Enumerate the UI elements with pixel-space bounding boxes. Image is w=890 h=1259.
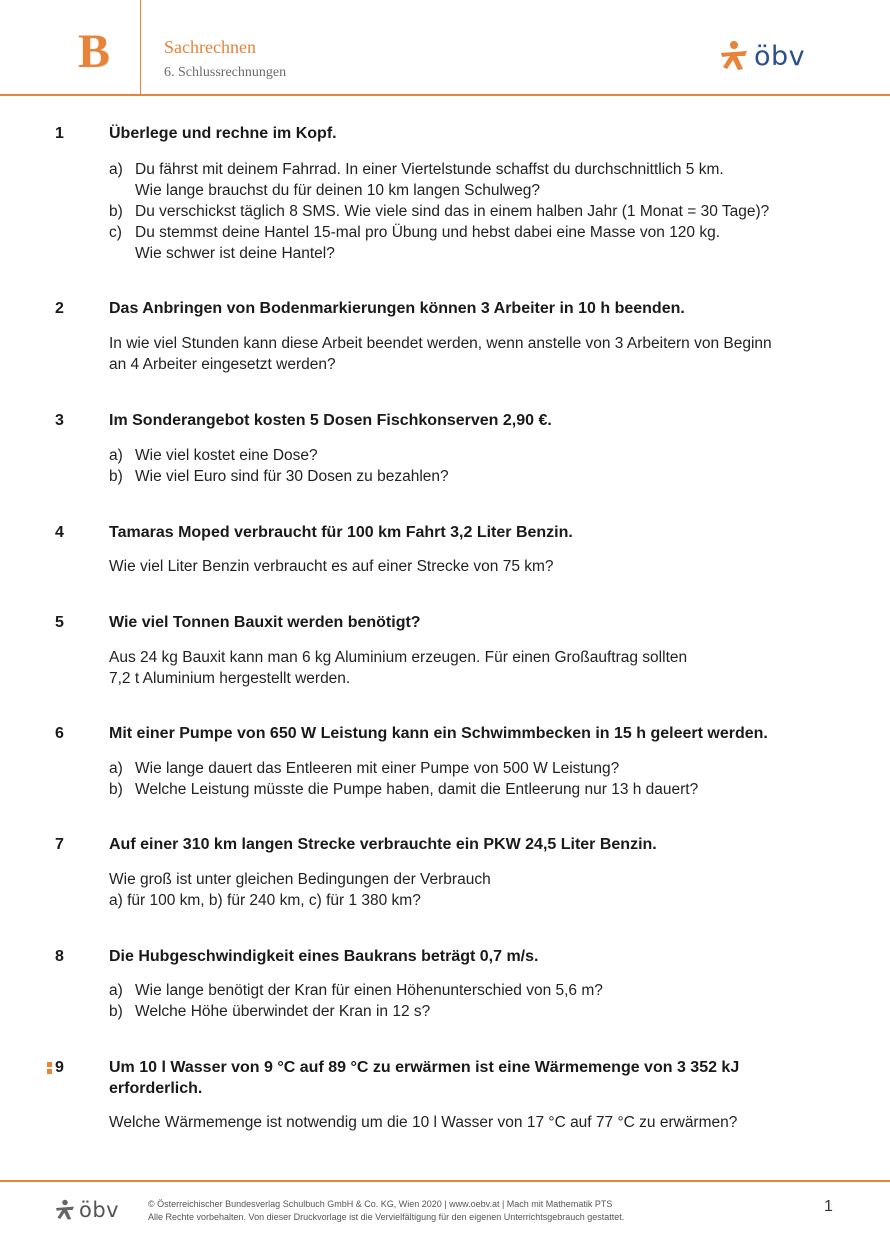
- subtask-label: a): [109, 447, 123, 464]
- text-line: Du fährst mit deinem Fahrrad. In einer Viertelstunde schaffst du durchschnittlich 5 km.: [135, 161, 724, 178]
- task-body: [109, 445, 829, 487]
- subtask-text: [135, 201, 829, 222]
- page-subtitle: 6. Schlussrechnungen: [164, 65, 287, 80]
- logo-text: öbv: [79, 1198, 120, 1222]
- subtask-b: [109, 201, 829, 222]
- task-number: 6: [55, 725, 64, 742]
- task-title: Im Sonderangebot kosten 5 Dosen Fischkonserven 2,90 €.: [109, 412, 552, 429]
- task-number: 5: [55, 614, 64, 631]
- task-body: [109, 647, 829, 689]
- chapter-letter: B: [78, 25, 111, 78]
- header-divider: [140, 0, 141, 94]
- subtask-label: b): [109, 781, 123, 798]
- text-line: an 4 Arbeiter eingesetzt werden?: [109, 356, 336, 373]
- copyright-line: © Österreichischer Bundesverlag Schulbuch GmbH & Co. KG, Wien 2020 | www.oebv.at | Mach mit Mathematik PTS: [148, 1199, 613, 1209]
- subtask-text: Welche Leistung müsste die Pumpe haben, damit die Entleerung nur 13 h dauert?: [135, 781, 699, 798]
- subtask-a: [109, 758, 829, 779]
- logo-text: öbv: [754, 40, 806, 72]
- subtask-text: Welche Höhe überwindet der Kran in 12 s?: [135, 1003, 431, 1020]
- text-line: Welche Wärmemenge ist notwendig um die 10 l Wasser von 17 °C auf 77 °C zu erwärmen?: [109, 1114, 738, 1131]
- task-body: [109, 758, 829, 800]
- subtask-text: [135, 159, 829, 201]
- copyright-notice: [148, 1198, 788, 1224]
- text-line: Wie groß ist unter gleichen Bedingungen der Verbrauch: [109, 871, 491, 888]
- publisher-logo: [718, 40, 805, 72]
- subtask-label: a): [109, 982, 123, 999]
- subtask-a: [109, 980, 829, 1001]
- text-line: 7,2 t Aluminium hergestellt werden.: [109, 670, 351, 687]
- subtask-text: Wie viel Euro sind für 30 Dosen zu bezahlen?: [135, 468, 449, 485]
- task-body: [109, 333, 829, 375]
- text-line: Du stemmst deine Hantel 15-mal pro Übung und hebst dabei eine Masse von 120 kg.: [135, 224, 721, 241]
- header-rule: [0, 94, 890, 96]
- task-title: Tamaras Moped verbraucht für 100 km Fahrt 3,2 Liter Benzin.: [109, 524, 573, 541]
- task-title: Auf einer 310 km langen Strecke verbrauchte ein PKW 24,5 Liter Benzin.: [109, 836, 657, 853]
- task-title: Wie viel Tonnen Bauxit werden benötigt?: [109, 614, 421, 631]
- task-number: 4: [55, 524, 64, 541]
- subtask-a: [109, 159, 829, 201]
- task-number: 9: [55, 1059, 64, 1076]
- subtask-a: [109, 445, 829, 466]
- task-number: 7: [55, 836, 64, 853]
- subtask-label: a): [109, 161, 123, 178]
- task-body: [109, 980, 829, 1022]
- text-line: Wie viel Liter Benzin verbraucht es auf einer Strecke von 75 km?: [109, 558, 554, 575]
- task-title: Überlege und rechne im Kopf.: [109, 125, 337, 142]
- subtask-b: [109, 466, 829, 487]
- task-number: 8: [55, 948, 64, 965]
- task-number: 2: [55, 300, 64, 317]
- subtask-label: c): [109, 224, 122, 241]
- task-body: [109, 159, 829, 264]
- task-number: 1: [55, 125, 64, 142]
- task-body: [109, 869, 829, 911]
- text-line: In wie viel Stunden kann diese Arbeit beendet werden, wenn anstelle von 3 Arbeitern von Beginn: [109, 335, 772, 352]
- task-title: Um 10 l Wasser von 9 °C auf 89 °C zu erwärmen ist eine Wärmemenge von 3 352 kJ erforderlich.: [109, 1059, 740, 1097]
- star-figure-icon: [54, 1199, 76, 1221]
- footer-logo: [54, 1198, 119, 1222]
- task-title: Mit einer Pumpe von 650 W Leistung kann ein Schwimmbecken in 15 h geleert werden.: [109, 725, 768, 742]
- task-title: Die Hubgeschwindigkeit eines Baukrans beträgt 0,7 m/s.: [109, 948, 539, 965]
- subtask-b: [109, 1001, 829, 1022]
- page-title: Sachrechnen: [164, 37, 256, 57]
- difficulty-marker-icon: [47, 1062, 52, 1074]
- text-line: Wie schwer ist deine Hantel?: [135, 245, 335, 262]
- text-line: Du verschickst täglich 8 SMS. Wie viele sind das in einem halben Jahr (1 Monat = 30 Tage)?: [135, 203, 770, 220]
- subtask-label: b): [109, 1003, 123, 1020]
- task-body: [109, 556, 829, 577]
- text-line: Wie lange brauchst du für deinen 10 km langen Schulweg?: [135, 182, 540, 199]
- task-number: 3: [55, 412, 64, 429]
- subtask-text: Wie viel kostet eine Dose?: [135, 447, 318, 464]
- text-line: Aus 24 kg Bauxit kann man 6 kg Aluminium erzeugen. Für einen Großauftrag sollten: [109, 649, 688, 666]
- star-figure-icon: [718, 40, 750, 72]
- subtask-c: [109, 222, 829, 264]
- subtask-text: Wie lange dauert das Entleeren mit einer Pumpe von 500 W Leistung?: [135, 760, 620, 777]
- task-title: Das Anbringen von Bodenmarkierungen können 3 Arbeiter in 10 h beenden.: [109, 300, 685, 317]
- page-number: 1: [824, 1198, 833, 1215]
- task-body: [109, 1112, 829, 1133]
- subtask-text: [135, 222, 829, 264]
- footer-rule: [0, 1180, 890, 1182]
- subtask-label: b): [109, 203, 123, 220]
- copyright-line: Alle Rechte vorbehalten. Von dieser Druckvorlage ist die Vervielfältigung für den eigenen Unterrichtsgebrauch gestattet.: [148, 1212, 625, 1222]
- text-line: a) für 100 km, b) für 240 km, c) für 1 380 km?: [109, 892, 421, 909]
- subtask-label: a): [109, 760, 123, 777]
- subtask-b: [109, 779, 829, 800]
- subtask-label: b): [109, 468, 123, 485]
- subtask-text: Wie lange benötigt der Kran für einen Höhenunterschied von 5,6 m?: [135, 982, 603, 999]
